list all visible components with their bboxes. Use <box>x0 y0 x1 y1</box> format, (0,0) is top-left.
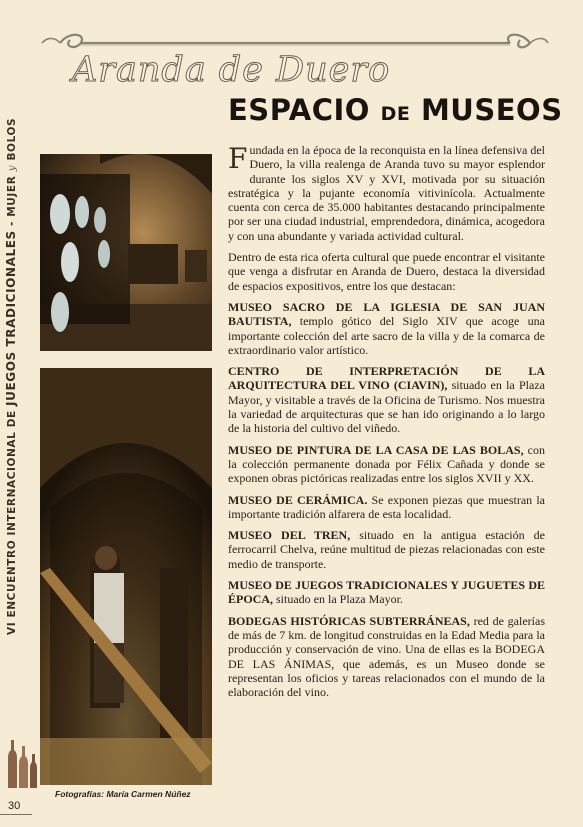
museum-item <box>228 364 545 435</box>
script-title-text: Aranda de Duero <box>72 50 391 90</box>
sidebar-text-4: y <box>6 164 18 172</box>
underground-cellar-photo <box>40 368 212 785</box>
museum-name: BODEGAS HISTÓRICAS SUBTERRÁNEAS, <box>228 613 470 628</box>
museum-item <box>228 493 545 522</box>
museum-desc: con la colección permanente donada por Félix Cañada y donde se exponen obras pictóricas realizadas entre los siglos XVII y XX. <box>228 442 546 486</box>
museum-name: MUSEO DE CERÁMICA. <box>228 492 368 507</box>
page-number-divider <box>0 814 32 815</box>
title-word-1: ESPACIO <box>228 93 370 127</box>
museum-desc: situado en la Plaza Mayor. <box>273 592 403 607</box>
script-title <box>72 50 390 90</box>
museum-item <box>228 300 545 357</box>
sidebar-text-2: JUEGOS TRADICIONALES <box>4 230 18 406</box>
photo-credit: Fotografías: María Carmen Núñez <box>55 789 191 799</box>
intro-paragraph <box>228 143 545 243</box>
museum-desc: red de galerías de más de 7 km. de longitud construidas en la Edad Media para la producción y conservación de vino. Una de ellas es la BODEGA DE LAS ÁNIMAS, que además, es un Museo donde se representan los oficios y tareas relacionados con el mundo de la elaboración del vino. <box>228 613 545 700</box>
vertical-sidebar-caption <box>4 117 22 635</box>
museum-item <box>228 528 545 571</box>
museum-item <box>228 614 545 700</box>
museum-name: MUSEO DE JUEGOS TRADICIONALES Y JUGUETES DE ÉPOCA, <box>228 578 545 607</box>
drop-cap: F <box>228 142 248 175</box>
museum-desc: Se exponen piezas que muestran la importante tradición alfarera de esta localidad. <box>228 492 545 521</box>
bottles-icon <box>4 736 38 788</box>
wine-cellar-photo <box>40 154 212 351</box>
museum-name: MUSEO DEL TREN, <box>228 528 351 543</box>
museum-name: MUSEO DE PINTURA DE LA CASA DE LAS BOLAS, <box>228 442 524 457</box>
museum-desc: situado en la Plaza Mayor, y visitable a través de la Oficina de Turismo. Nos muestra la variedad de arquitecturas que se han ido originando a lo largo de la historia del cultivo del viñedo. <box>228 378 545 436</box>
article-body <box>228 143 545 706</box>
title-word-3: MUSEOS <box>420 93 563 127</box>
museum-name: MUSEO SACRO DE LA IGLESIA DE SAN JUAN BAUTISTA, <box>228 299 545 329</box>
sidebar-text-5: BOLOS <box>6 117 18 165</box>
museum-item <box>228 443 545 486</box>
museum-name: CENTRO DE INTERPRETACIÓN DE LA ARQUITECTURA DEL VINO (CIAVIN), <box>228 364 545 393</box>
museum-item <box>228 578 545 607</box>
intro-paragraph-2: Dentro de esta rica oferta cultural que puede encontrar el visitante que venga a disfrutar en Aranda de Duero, destaca la diversidad de espacios expositivos, entre los que destacan: <box>228 250 545 293</box>
museum-desc: situado en la antigua estación de ferrocarril Chelva, reúne multitud de piezas relacionadas con este medio de transporte. <box>228 528 545 571</box>
museum-desc: templo gótico del Siglo XIV que acoge una importante colección del arte sacro de la villa y de la comarca de extraordinario valor artístico. <box>228 314 545 357</box>
intro-text: undada en la época de la reconquista en la línea defensiva del Duero, la villa realenga de Aranda tuvo su mayor esplendor durante los siglos XV y XVI, motivada por su situación estratégica y la pujante economía vitivinícola. Actualmente cuenta con cerca de 35.000 habitantes destacando principalmente por ser una ciudad industrial, emprendedora, dinámica, acogedora y con una abundante y variada actividad cultural. <box>228 143 545 243</box>
page-title <box>228 93 563 127</box>
sidebar-text-1: VI ENCUENTRO INTERNACIONAL DE <box>6 405 18 635</box>
page-number: 30 <box>8 800 21 812</box>
title-word-2: DE <box>380 103 411 125</box>
sidebar-text-3: - MUJER <box>6 171 18 231</box>
